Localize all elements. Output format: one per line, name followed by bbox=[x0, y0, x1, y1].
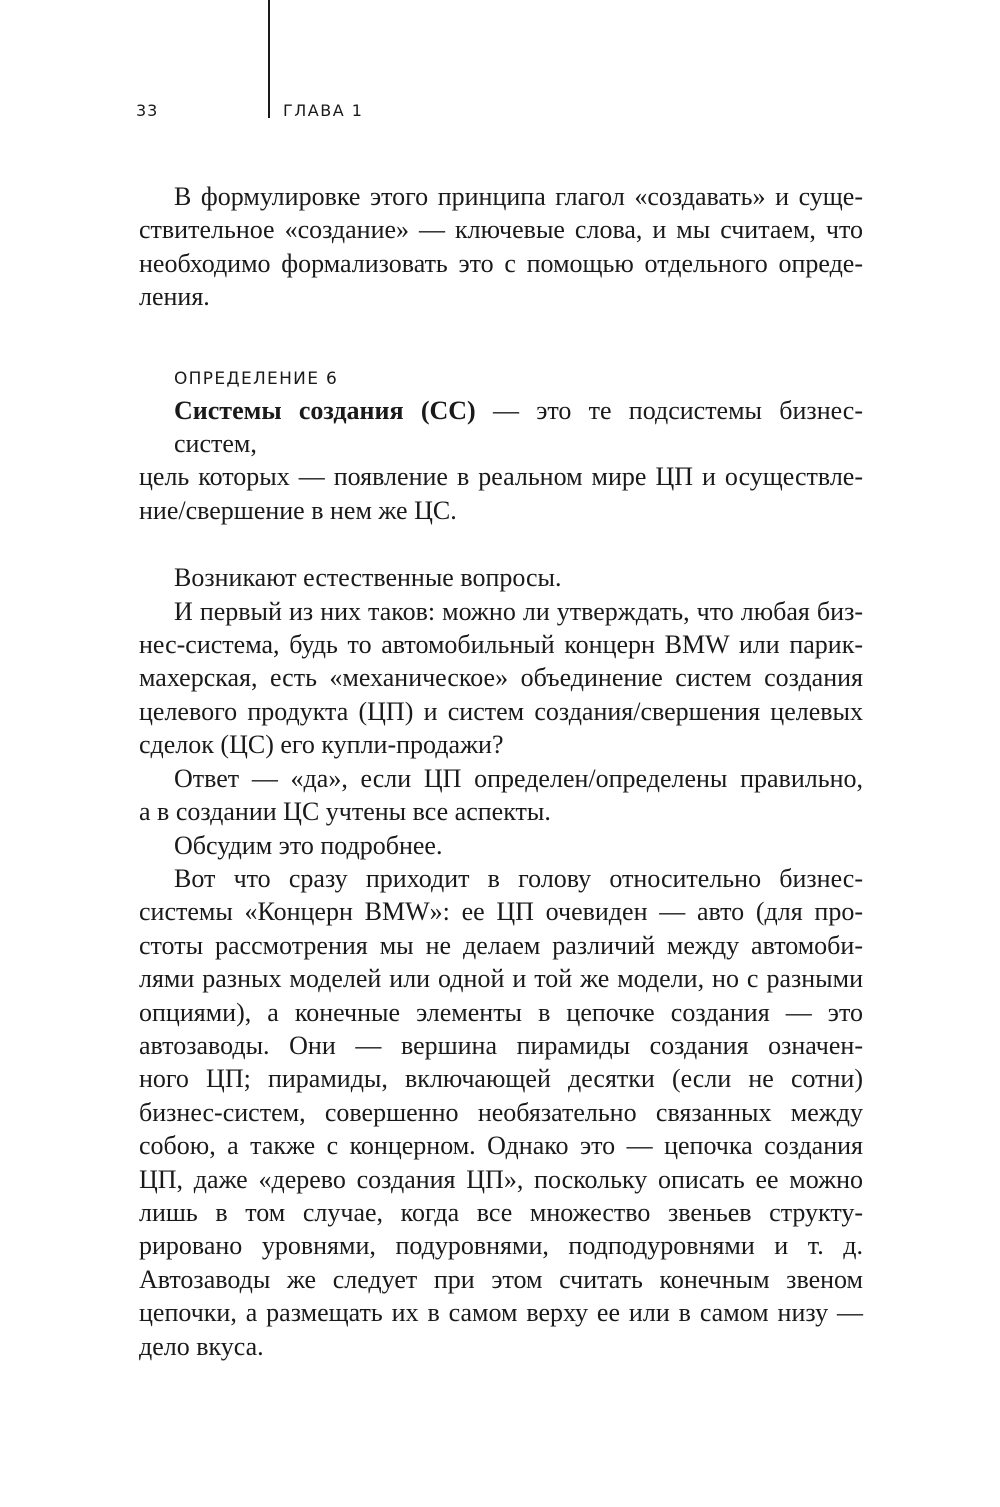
text-line: И первый из них таков: можно ли утверждать, что любая биз- bbox=[174, 596, 863, 626]
text-line: а в создании ЦС учтены все аспекты. bbox=[139, 797, 551, 827]
text-line: лишь в том случае, когда все множество звеньев структу- bbox=[139, 1197, 863, 1227]
chapter-title: ГЛАВА 1 bbox=[283, 101, 364, 120]
text-line: дело вкуса. bbox=[139, 1331, 264, 1361]
text-line: опциями), а конечные элементы в цепочке создания — это bbox=[139, 997, 863, 1027]
text-line: цепочки, а размещать их в самом верху ее или в самом низу — bbox=[139, 1298, 863, 1328]
definition-heading: ОПРЕДЕЛЕНИЕ 6 bbox=[174, 368, 339, 389]
text-line: ления. bbox=[139, 282, 210, 312]
page-number: 33 bbox=[136, 101, 159, 120]
text-line: системы «Концерн BMW»: ее ЦП очевиден — авто (для про- bbox=[139, 897, 863, 927]
text-line: ЦП, даже «дерево создания ЦП», поскольку описать ее можно bbox=[139, 1164, 863, 1194]
text-line: необходимо формализовать это с помощью отдельного опреде- bbox=[139, 248, 863, 278]
text-line: Возникают естественные вопросы. bbox=[174, 563, 562, 593]
paragraph-2 bbox=[139, 561, 863, 594]
paragraph-3 bbox=[139, 595, 863, 762]
paragraph-6 bbox=[139, 862, 863, 1363]
paragraph-1 bbox=[139, 180, 863, 314]
text-line: лями разных моделей или одной и той же модели, но с разными bbox=[139, 964, 863, 994]
header-vertical-rule bbox=[268, 0, 270, 118]
text-line: автозаводы. Они — вершина пирамиды создания означен- bbox=[139, 1030, 863, 1060]
body-text bbox=[139, 180, 863, 1363]
text-line: бизнес-систем, совершенно необязательно связанных между bbox=[139, 1097, 863, 1127]
text-line: стоты рассмотрения мы не делаем различий между автомоби- bbox=[139, 930, 863, 960]
text-line: ного ЦП; пирамиды, включающей десятки (если не сотни) bbox=[139, 1064, 863, 1094]
text-line: собою, а также с концерном. Однако это — цепочка создания bbox=[139, 1131, 863, 1161]
definition-first-line-rest: — это те подсистемы бизнес-систем, bbox=[174, 395, 863, 459]
text-line: Ответ — «да», если ЦП определен/определены правильно, bbox=[174, 763, 863, 793]
text-line: Автозаводы же следует при этом считать конечным звеном bbox=[139, 1264, 863, 1294]
paragraph-5 bbox=[139, 829, 863, 862]
definition-term: Системы создания (СС) bbox=[174, 395, 476, 425]
text-line: ствительное «создание» — ключевые слова, и мы считаем, что bbox=[139, 215, 863, 245]
text-line: сделок (ЦС) его купли-продажи? bbox=[139, 730, 504, 760]
text-line: Вот что сразу приходит в голову относительно бизнес- bbox=[174, 863, 863, 893]
text-line: ние/свершение в нем же ЦС. bbox=[139, 495, 457, 525]
text-line: рировано уровнями, подуровнями, подподуровнями и т. д. bbox=[139, 1231, 863, 1261]
definition-first-line bbox=[139, 394, 863, 461]
text-line: нес-система, будь то автомобильный концерн BMW или парик- bbox=[139, 630, 863, 660]
text-line: махерская, есть «механическое» объединение систем создания bbox=[139, 663, 863, 693]
paragraph-4 bbox=[139, 762, 863, 829]
text-line: цель которых — появление в реальном мире ЦП и осуществле- bbox=[139, 462, 863, 492]
text-line: В формулировке этого принципа глагол «создавать» и суще- bbox=[174, 182, 863, 211]
text-line: целевого продукта (ЦП) и систем создания/свершения целевых bbox=[139, 696, 863, 726]
definition-text bbox=[139, 394, 863, 528]
text-line: Обсудим это подробнее. bbox=[174, 830, 443, 860]
